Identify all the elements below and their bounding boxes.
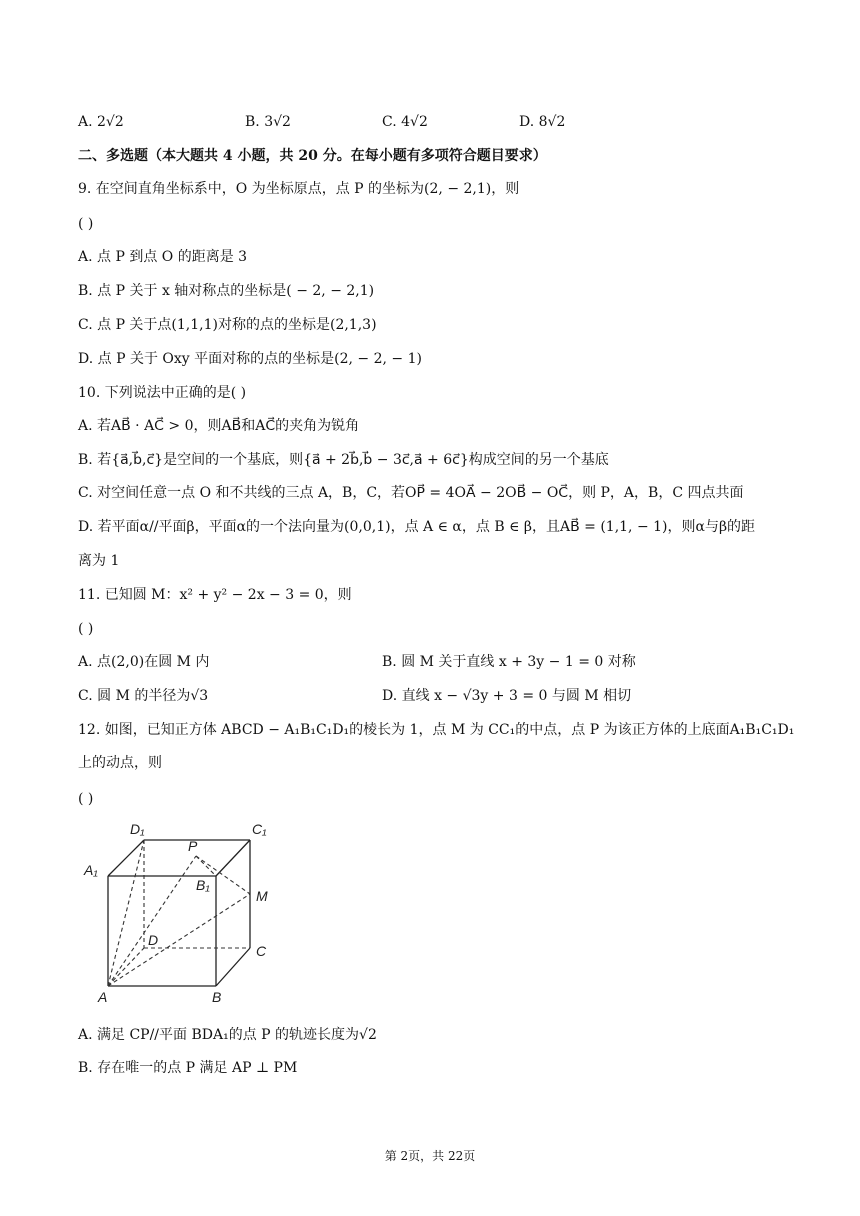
edge-a-d — [108, 948, 144, 986]
q12-paren: ( ) — [78, 791, 94, 807]
q10-option-a: A. 若AB⃗ · AC⃗ > 0，则AB⃗和AC⃗的夹角为锐角 — [78, 418, 360, 434]
q10-option-c: C. 对空间任意一点 O 和不共线的三点 A，B，C，若OP⃗ = 4OA⃗ − 2OB⃗ − OC⃗，则 P，A，B，C 四点共面 — [78, 485, 744, 501]
q10-option-b: B. 若{a⃗,b⃗,c⃗}是空间的一个基底，则{a⃗ + 2b⃗,b⃗ − 3c⃗,a⃗ + 6c⃗}构成空间的另一个基底 — [78, 452, 609, 468]
q9-paren: ( ) — [78, 216, 94, 232]
q11-option-d: D. 直线 x − √3y + 3 = 0 与圆 M 相切 — [382, 688, 632, 704]
label-c1: C₁ — [252, 821, 267, 837]
q9-option-b: B. 点 P 关于 x 轴对称点的坐标是( − 2, − 2,1) — [78, 283, 375, 299]
cube-diagram — [78, 818, 288, 1008]
section-heading: 二、多选题（本大题共 4 小题，共 20 分。在每小题有多项符合题目要求） — [78, 148, 547, 164]
cube-figure — [78, 818, 288, 1012]
q10-option-d: D. 若平面α//平面β，平面α的一个法向量为(0,0,1)，点 A ∈ α，点 B ∈ β，且AB⃗ = (1,1, − 1)，则α与β的距 — [78, 519, 756, 535]
q11-option-a: A. 点(2,0)在圆 M 内 — [78, 654, 210, 670]
q8-option-a: A. 2√2 — [78, 114, 124, 130]
edge-b-c — [216, 948, 250, 986]
segment-p-b1 — [196, 856, 216, 876]
label-d1: D₁ — [130, 821, 145, 837]
q8-option-c: C. 4√2 — [382, 114, 428, 130]
label-a: A — [98, 989, 108, 1005]
q12-option-a: A. 满足 CP//平面 BDA₁的点 P 的轨迹长度为√2 — [78, 1027, 377, 1043]
q9-option-a: A. 点 P 到点 O 的距离是 3 — [78, 249, 248, 265]
q11-stem: 11. 已知圆 M：x² + y² − 2x − 3 = 0，则 — [78, 587, 352, 603]
q10-stem: 10. 下列说法中正确的是( ) — [78, 385, 247, 401]
q8-option-b: B. 3√2 — [245, 114, 291, 130]
q11-option-c: C. 圆 M 的半径为√3 — [78, 688, 209, 704]
label-b: B — [212, 989, 222, 1005]
label-c: C — [256, 943, 267, 959]
edge-a1-d1 — [108, 840, 144, 876]
q11-paren: ( ) — [78, 621, 94, 637]
q12-stem-line1: 12. 如图，已知正方体 ABCD − A₁B₁C₁D₁的棱长为 1，点 M 为 CC₁的中点，点 P 为该正方体的上底面A₁B₁C₁D₁ — [78, 722, 795, 738]
edge-b1-c1 — [216, 840, 250, 876]
q12-stem-line2: 上的动点，则 — [78, 755, 162, 771]
label-d: D — [148, 932, 159, 948]
q9-option-d: D. 点 P 关于 Oxy 平面对称的点的坐标是(2, − 2, − 1) — [78, 351, 422, 367]
segment-a-d1 — [108, 840, 144, 986]
q12-option-b: B. 存在唯一的点 P 满足 AP ⊥ PM — [78, 1060, 298, 1076]
q10-option-d-cont: 离为 1 — [78, 553, 120, 569]
q11-option-b: B. 圆 M 关于直线 x + 3y − 1 = 0 对称 — [382, 654, 636, 670]
label-m: M — [256, 888, 268, 904]
label-p: P — [188, 838, 198, 854]
page-footer: 第 2页，共 22页 — [384, 1149, 476, 1163]
q9-option-c: C. 点 P 关于点(1,1,1)对称的点的坐标是(2,1,3) — [78, 317, 377, 333]
label-b1: B₁ — [196, 877, 210, 893]
label-a1: A₁ — [84, 862, 98, 878]
q8-option-d: D. 8√2 — [519, 114, 566, 130]
q9-stem: 9. 在空间直角坐标系中，O 为坐标原点，点 P 的坐标为(2, − 2,1)，则 — [78, 181, 520, 197]
